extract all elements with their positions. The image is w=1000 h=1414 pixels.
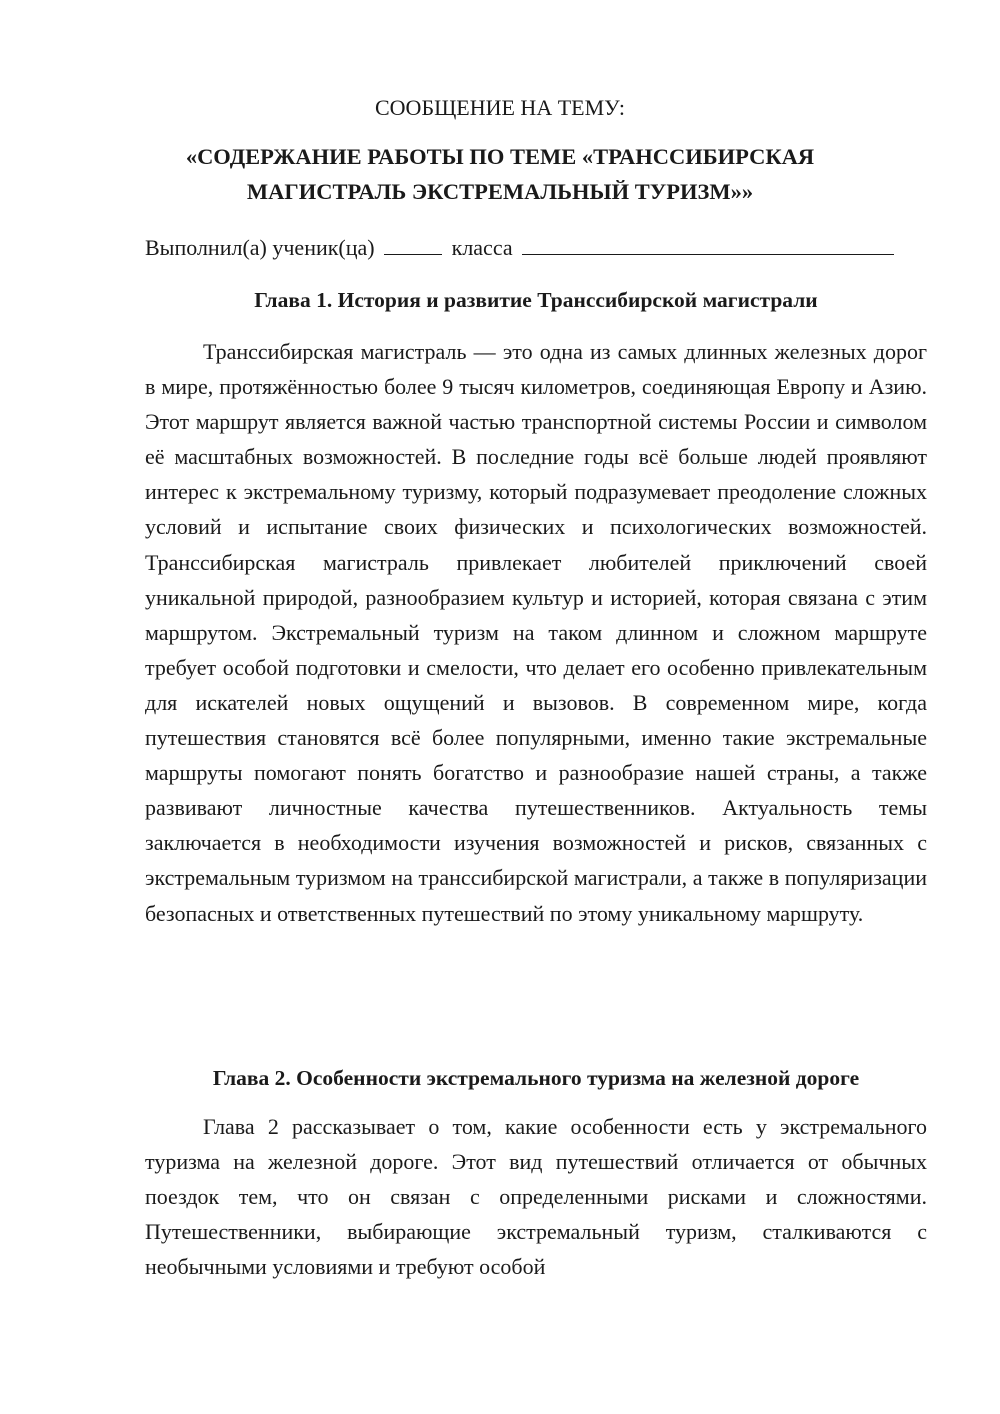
chapter-1-heading: Глава 1. История и развитие Транссибирской магистрали	[254, 288, 818, 312]
name-blank	[522, 233, 894, 255]
chapter-2-heading: Глава 2. Особенности экстремального туризма на железной дороге	[212, 1066, 860, 1090]
chapter-1-paragraph: Транссибирская магистраль — это одна из самых длинных железных дорог в мире, протяжённостью более 9 тысяч километров, соединяющая Европу и Азию. Этот маршрут является важной частью транспортной системы России и символом её масштабных возможностей. В последние годы всё больше людей проявляют интерес к экстремальному туризму, который подразумевает преодоление сложных условий и испытание своих физических и психологических возможностей. Транссибирская магистраль привлекает любителей приключений своей уникальной природой, разнообразием культур и историей, которая связана с этим маршрутом. Экстремальный туризм на таком длинном и сложном маршруте требует особой подготовки и смелости, что делает его особенно привлекательным для искателей новых ощущений и вызовов. В современном мире, когда путешествия становятся всё более популярными, именно такие экстремальные маршруты помогают понять богатство и разнообразие нашей страны, а также развивают личностные качества путешественников. Актуальность темы заключается в необходимости изучения возможностей и рисков, связанных с экстремальным туризмом на транссибирской магистрали, а также в популяризации безопасных и ответственных путешествий по этому уникальному маршруту.	[145, 339, 927, 926]
title-line-1: «СОДЕРЖАНИЕ РАБОТЫ ПО ТЕМЕ «ТРАНССИБИРСКАЯ	[185, 144, 815, 169]
grade-blank	[384, 233, 442, 255]
chapter-2-paragraph: Глава 2 рассказывает о том, какие особенности есть у экстремального туризма на железной дороге. Этот вид путешествий отличается от обычных поездок тем, что он связан с определенными рисками и сложностями. Путешественники, выбирающие экстремальный туризм, сталкиваются с необычными условиями и требуют особой	[145, 1114, 927, 1280]
title-line-2: МАГИСТРАЛЬ ЭКСТРЕМАЛЬНЫЙ ТУРИЗМ»»	[246, 179, 754, 204]
author-prefix: Выполнил(а) ученик(ца)	[145, 235, 375, 260]
author-class-label: класса	[451, 235, 513, 260]
author-line	[145, 233, 894, 261]
report-label: СООБЩЕНИЕ НА ТЕМУ:	[375, 95, 625, 120]
